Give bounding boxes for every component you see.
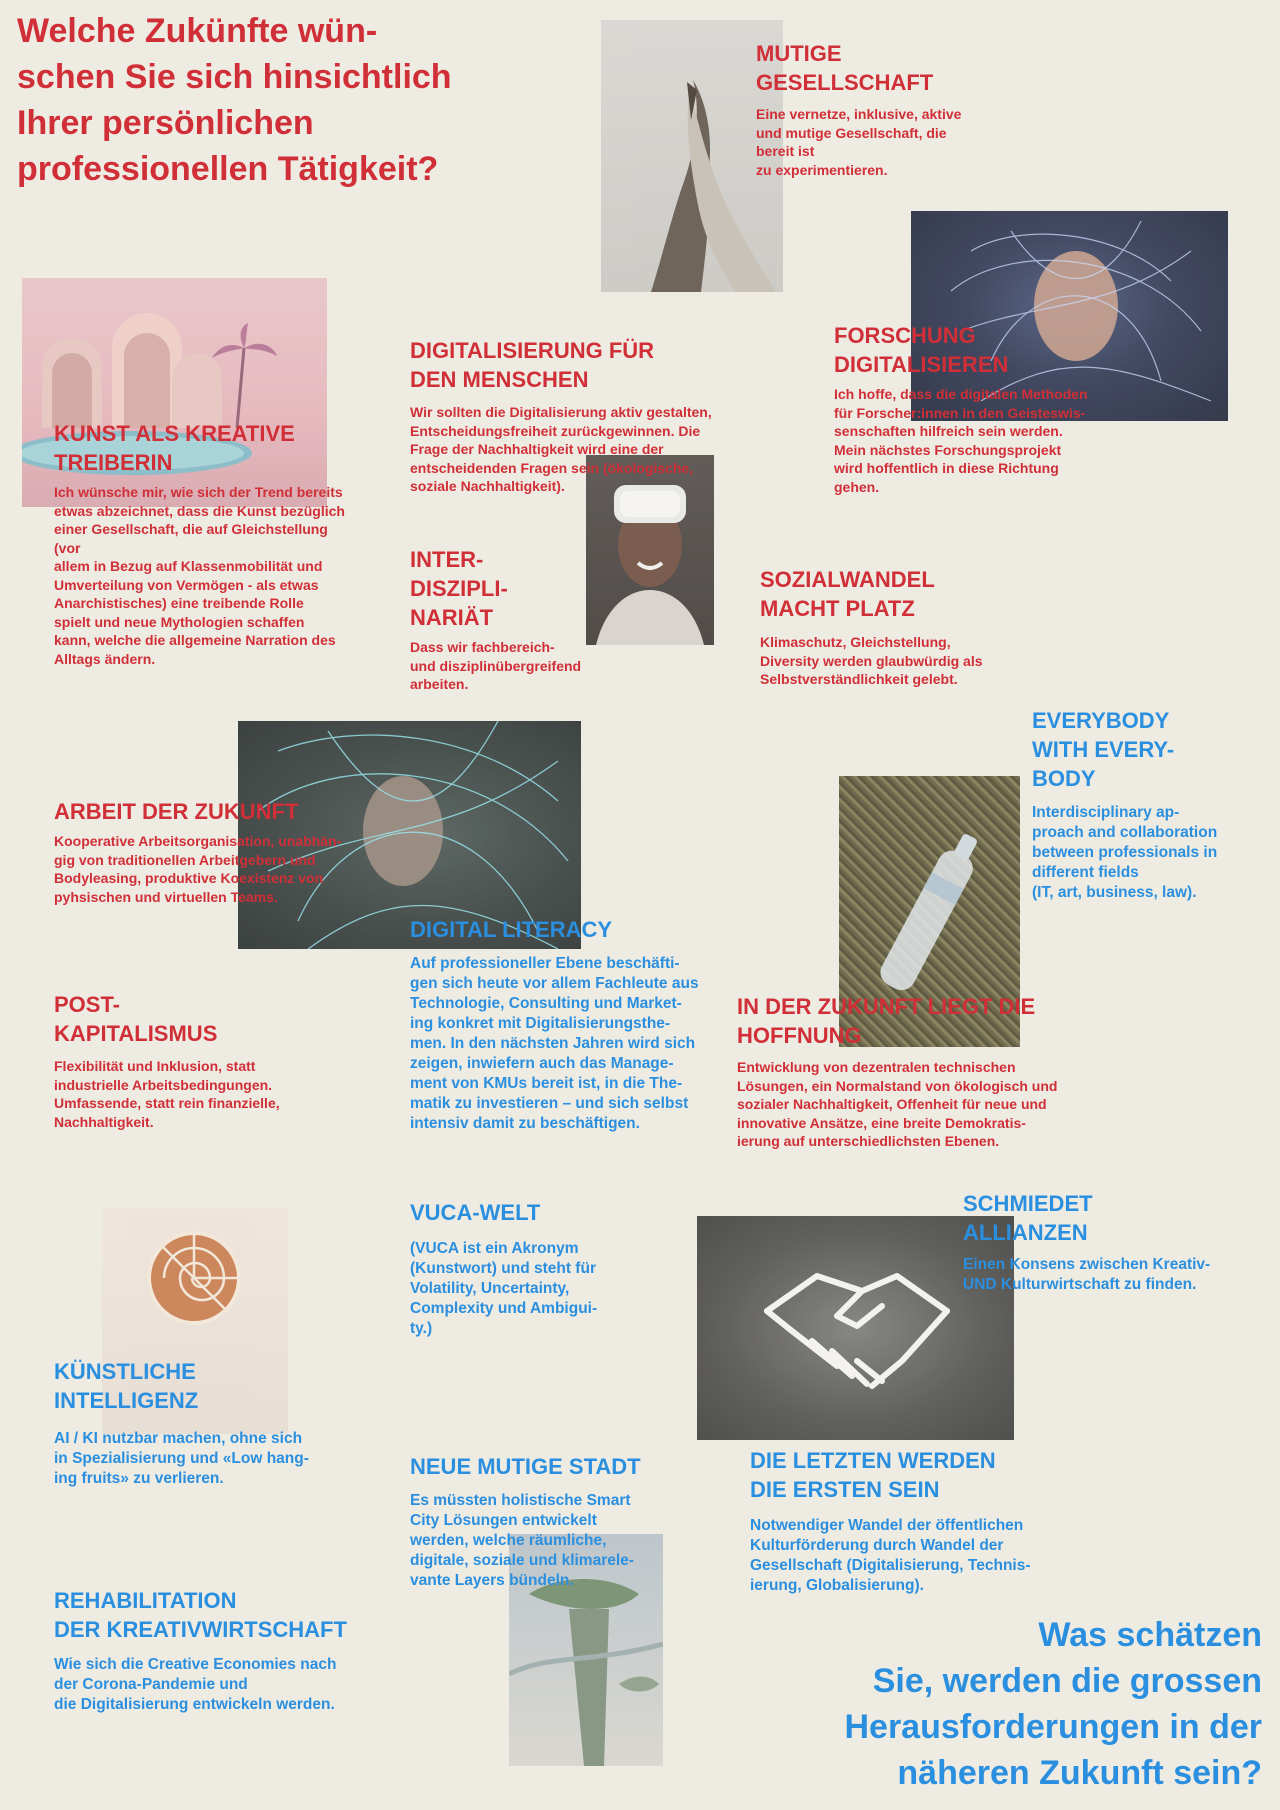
digitalisierung-text: Wir sollten die Digitalisierung aktiv gestalten, Entscheidungsfreiheit zurückgewinnen. Die Frage der Nachhaltigkeit wird eine der entscheidenden Fragen sein (ökologische, soziale Nachhaltigkeit). <box>410 404 712 494</box>
block-kunst-kreative-treiberin <box>54 419 354 668</box>
ki-text: AI / KI nutzbar machen, ohne sich in Spezialisierung und «Low hang- ing fruits» zu verlieren. <box>54 1430 309 1487</box>
block-neue-mutige-stadt <box>410 1452 680 1591</box>
hoffnung-title: IN DER ZUKUNFT LIEGT DIE HOFFNUNG <box>737 994 1036 1048</box>
ki-title: KÜNSTLICHE INTELLIGENZ <box>54 1359 199 1413</box>
everybody-text: Interdisciplinary ap- proach and collaboration between professionals in different fields (IT, art, business, law). <box>1032 804 1218 901</box>
schmiedet-text: Einen Konsens zwischen Kreativ- UND Kulturwirtschaft zu finden. <box>963 1256 1211 1293</box>
post-text: Flexibilität und Inklusion, statt industrielle Arbeitsbedingungen. Umfassende, statt rein finanzielle, Nachhaltigkeit. <box>54 1058 280 1130</box>
block-rehabilitation <box>54 1586 394 1715</box>
stadt-text: Es müssten holistische Smart City Lösungen entwickelt werden, welche räumliche, digitale, soziale und klimarele- vante Layers bündeln. <box>410 1492 634 1589</box>
block-sozialwandel <box>760 565 1020 689</box>
arbeit-text: Kooperative Arbeitsorganisation, unabhän- gig von traditionellen Arbeitgebern und Bodyleasing, produktive Koexistenz von pyhsischen und virtuellen Teams. <box>54 833 342 905</box>
block-digitalisierung-menschen <box>410 336 730 496</box>
kunst-text: Ich wünsche mir, wie sich der Trend bereits etwas abzeichnet, dass die Kunst bezüglich einer Gesellschaft, die auf Gleichstellung (vor allem in Bezug auf Klassenmobilität und Umverteilung von Vermögen - als etwas Anarchistisches) eine treibende Rolle spielt und neue Mythologien schaffen kann, welche die allgemeine Narration des Alltags ändern. <box>54 484 345 667</box>
block-post-kapitalismus <box>54 990 334 1131</box>
hoffnung-text: Entwicklung von dezentralen technischen Lösungen, ein Normalstand von ökologisch und sozialer Nachhaltigkeit, Offenheit für neue und innovative Ansätze, eine breite Demokratis- ierung auf unterschiedlichsten Ebenen. <box>737 1059 1058 1149</box>
block-vuca-welt <box>410 1198 650 1339</box>
kunst-title: KUNST ALS KREATIVE TREIBERIN <box>54 421 295 475</box>
block-hoffnung <box>737 992 1077 1151</box>
mutige-text: Eine vernetze, inklusive, aktive und mutige Gesellschaft, die bereit ist zu experimentieren. <box>756 106 962 178</box>
block-forschung-digitalisieren <box>834 321 1114 496</box>
block-interdisziplinariaet <box>410 545 610 694</box>
rehab-title: REHABILITATION DER KREATIVWIRTSCHAFT <box>54 1588 347 1642</box>
forschung-text: Ich hoffe, dass die digitalen Methoden für Forscher:innen in den Geisteswis- senschaften hilfreich sein werden. Mein nächstes Forschungsprojekt wird hoffentlich in diese Richtung gehen. <box>834 386 1088 495</box>
sozialwandel-title: SOZIALWANDEL MACHT PLATZ <box>760 567 935 621</box>
block-everybody <box>1032 706 1262 903</box>
inter-text: Dass wir fachbereich- und disziplinübergreifend arbeiten. <box>410 639 582 692</box>
letzten-title: DIE LETZTEN WERDEN DIE ERSTEN SEIN <box>750 1448 996 1502</box>
top-question-heading: Welche Zukünfte wün- schen Sie sich hinsichtlich Ihrer persönlichen professionellen Tätigkeit? <box>17 12 452 188</box>
block-digital-literacy <box>410 915 730 1134</box>
digitalisierung-title: DIGITALISIERUNG FÜR DEN MENSCHEN <box>410 338 655 392</box>
literacy-text: Auf professioneller Ebene beschäfti- gen sich heute vor allem Fachleute aus Technologie, Consulting und Market- ing konkret mit Digitalisierungsthe- men. In den nächsten Jahren wird sich zeigen, inwiefern auch das Manage- ment von KMUs bereit ist, in die The- matik zu investieren – und sich selbst intensiv damit zu beschäftigen. <box>410 955 699 1132</box>
vuca-text: (VUCA ist ein Akronym (Kunstwort) und steht für Volatility, Uncertainty, Complexity und Ambigui- ty.) <box>410 1240 598 1337</box>
literacy-title: DIGITAL LITERACY <box>410 917 613 942</box>
arbeit-title: ARBEIT DER ZUKUNFT <box>54 799 299 824</box>
block-die-letzten <box>750 1446 1070 1596</box>
block-schmiedet-allianzen <box>963 1189 1253 1295</box>
stadt-title: NEUE MUTIGE STADT <box>410 1454 641 1479</box>
rehab-text: Wie sich die Creative Economies nach der Corona-Pandemie und die Digitalisierung entwickeln werden. <box>54 1656 337 1713</box>
block-kuenstliche-intelligenz <box>54 1357 354 1489</box>
block-mutige-gesellschaft <box>756 39 986 179</box>
mutige-title: MUTIGE GESELLSCHAFT <box>756 41 934 95</box>
post-title: POST- KAPITALISMUS <box>54 992 218 1046</box>
bottom-question-heading: Was schätzen Sie, werden die grossen Herausforderungen in der näheren Zukunft sein? <box>844 1616 1262 1792</box>
forschung-title: FORSCHUNG DIGITALISIEREN <box>834 323 1009 377</box>
sozialwandel-text: Klimaschutz, Gleichstellung, Diversity werden glaubwürdig als Selbstverständlichkeit gelebt. <box>760 634 983 687</box>
vuca-title: VUCA-WELT <box>410 1200 541 1225</box>
everybody-title: EVERYBODY WITH EVERY- BODY <box>1032 708 1175 791</box>
schmiedet-title: SCHMIEDET ALLIANZEN <box>963 1191 1093 1245</box>
letzten-text: Notwendiger Wandel der öffentlichen Kulturförderung durch Wandel der Gesellschaft (Digitalisierung, Technis- ierung, Globalisierung). <box>750 1517 1031 1594</box>
block-arbeit-der-zukunft <box>54 797 354 906</box>
inter-title: INTER- DISZIPLI- NARIÄT <box>410 547 508 630</box>
